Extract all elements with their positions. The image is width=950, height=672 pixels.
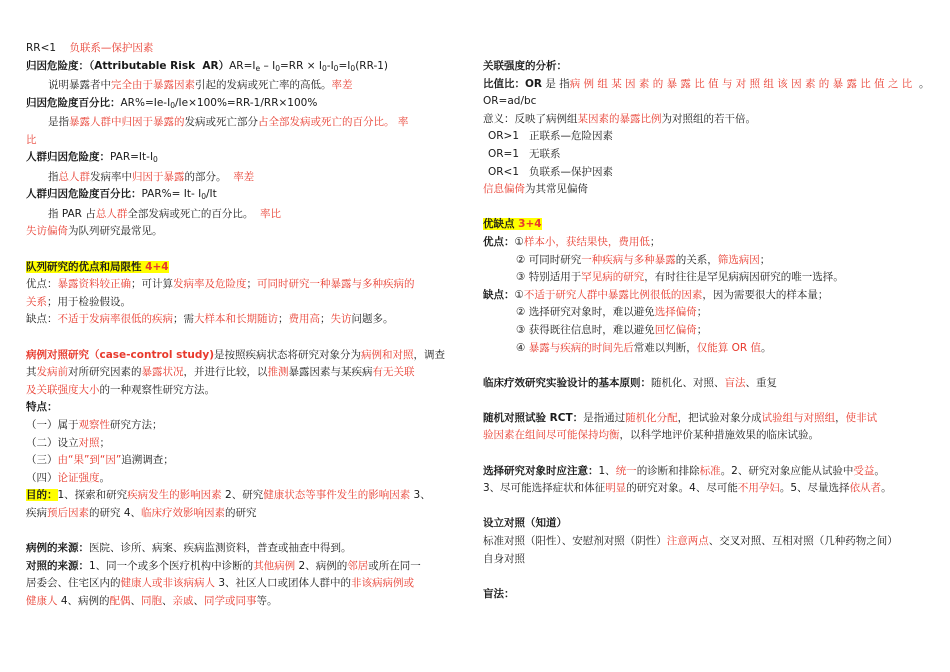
pros-cons-title: 优缺点 3+4 (483, 218, 542, 231)
odds-ratio-meaning: 意义：反映了病例组某因素的暴露比例为对照组的若干倍。 (483, 112, 756, 125)
par-heading: 人群归因危险度：PAR=It-I0 (26, 151, 158, 165)
control-title: 设立对照（知道） (483, 517, 567, 530)
principles-line: 临床疗效研究实验设计的基本原则：随机化、对照、盲法、重复 (483, 376, 777, 389)
info-bias-line: 信息偏倚为其常见偏倚 (483, 183, 588, 196)
pros-item-3: ③ 特别适用于罕见病的研究，有时往往是罕见病病因研究的唯一选择。 (516, 271, 844, 284)
feature-item-4: （四）论证强度。 (26, 471, 110, 484)
ar-description: 说明暴露者中完全由于暴露因素引起的发病或死亡率的高低。率差 (48, 79, 353, 92)
cons-item-4: ④ 暴露与疾病的时间先后常难以判断，仅能算 OR 值。 (516, 341, 772, 354)
par-description: 指总人群发病率中归因于暴露的部分。 率差 (48, 170, 255, 183)
arp-description-cont: 比 (26, 133, 37, 146)
arp-description: 是指暴露人群中归因于暴露的发病或死亡部分占全部发病或死亡的百分比。 率 (48, 116, 409, 129)
case-control-definition-3: 及关联强度大小的一种观察性研究方法。 (26, 383, 215, 396)
rct-definition-2: 验因素在组间尽可能保持均衡，以科学地评价某种措施效果的临床试验。 (483, 429, 819, 442)
odds-ratio-definition: 比值比：OR 是 指病 例 组 某 因 素 的 暴 露 比 值 与 对 照 组 该 因 素 的 暴 露 比 值 之 比 。 (483, 77, 930, 90)
feature-item-3: （三）由“果”到“因”追溯调查； (26, 454, 174, 467)
parp-heading: 人群归因危险度百分比：PAR%= It- I0/It (26, 188, 217, 202)
rct-definition: 随机对照试验 RCT：是指通过随机化分配，把试验对象分成试验组与对照组，使非试 (483, 411, 878, 424)
cohort-advantages-cont: 关系；用于检验假设。 (26, 295, 131, 308)
or-item-gt1: OR>1 正联系—危险因素 (488, 130, 613, 143)
cohort-pros-cons-title: 队列研究的优点和局限性 4+4 (26, 260, 169, 273)
feature-item-2: （二）设立对照； (26, 436, 110, 449)
or-item-lt1: OR<1 负联系—保护因素 (488, 165, 613, 178)
control-types-line: 标准对照（阳性）、安慰剂对照（阴性）注意两点、交叉对照、互相对照（几种药物之间） (483, 535, 898, 548)
cons-item-1: 缺点：①不适于研究人群中暴露比例很低的因素，因为需要很大的样本量； (483, 288, 829, 301)
blinding-title: 盲法： (483, 587, 515, 600)
case-control-definition: 病例对照研究（case-control study)是按照疾病状态将研究对象分为病例和对照，调查 (26, 348, 446, 361)
or-item-eq1: OR=1 无联系 (488, 147, 561, 160)
pros-item-2: ② 可同时研究一种疾病与多种暴露的关系，筛选病因； (516, 253, 771, 266)
control-types-line-2: 自身对照 (483, 552, 525, 565)
subject-selection-line: 选择研究对象时应注意：1、统一的诊断和排除标准。2、研究对象应能从试验中受益。 (483, 464, 885, 477)
purpose-line: 目的：1、探索和研究疾病发生的影响因素 2、研究健康状态等事件发生的影响因素 3、 (26, 489, 431, 502)
control-source-line-3: 健康人 4、病例的配偶、同胞、亲戚、同学或同事等。 (26, 594, 278, 607)
control-source-line: 对照的来源：1、同一个或多个医疗机构中诊断的其他病例 2、病例的邻居或所在同一 (26, 559, 421, 572)
strength-title: 关联强度的分析： (483, 60, 567, 72)
case-control-definition-2: 其发病前对所研究因素的暴露状况，并进行比较，以推测暴露因素与某疾病有无关联 (26, 366, 415, 379)
right-column (483, 58, 930, 603)
rr-less-than-one-line: RR<1 负联系—保护因素 (26, 42, 154, 54)
arp-heading: 归因危险度百分比：AR%=Ie-I0/Ie×100%=RR-1/RR×100% (26, 96, 318, 110)
case-source-line: 病例的来源：医院、诊所、病案、疾病监测资料，普查或抽查中得到。 (26, 542, 352, 555)
cohort-disadvantages: 缺点：不适于发病率很低的疾病；需大样本和长期随访；费用高；失访问题多。 (26, 313, 394, 326)
feature-item-1: （一）属于观察性研究方法； (26, 418, 163, 431)
parp-description: 指 PAR 占总人群全部发病或死亡的百分比。 率比 (48, 207, 282, 220)
loss-bias-line: 失访偏倚为队列研究最常见。 (26, 225, 163, 238)
odds-ratio-formula: OR=ad/bc (483, 95, 537, 108)
ar-heading: 归因危险度：（Attributable Risk AR）AR=Ie – I0=RR × I0-I0=I0(RR-1) (26, 59, 389, 73)
control-source-line-2: 居委会、住宅区内的健康人或非该病病人 3、社区人口或团体人群中的非该病病例或 (26, 577, 415, 590)
features-title: 特点： (26, 401, 58, 414)
left-column (26, 40, 461, 611)
cons-item-3: ③ 获得既往信息时，难以避免回忆偏倚； (516, 323, 708, 336)
cohort-advantages: 优点：暴露资料较正确；可计算发病率及危险度；可同时研究一种暴露与多种疾病的 (26, 278, 415, 291)
cons-item-2: ② 选择研究对象时，难以避免选择偏倚； (516, 306, 708, 319)
pros-item-1: 优点：①样本小，获结果快，费用低； (483, 235, 661, 248)
subject-selection-line-2: 3、尽可能选择症状和体征明显的研究对象。4、尽可能不用孕妇。5、尽量选择依从者。 (483, 482, 892, 495)
purpose-line-2: 疾病预后因素的研究 4、临床疗效影响因素的研究 (26, 506, 257, 519)
